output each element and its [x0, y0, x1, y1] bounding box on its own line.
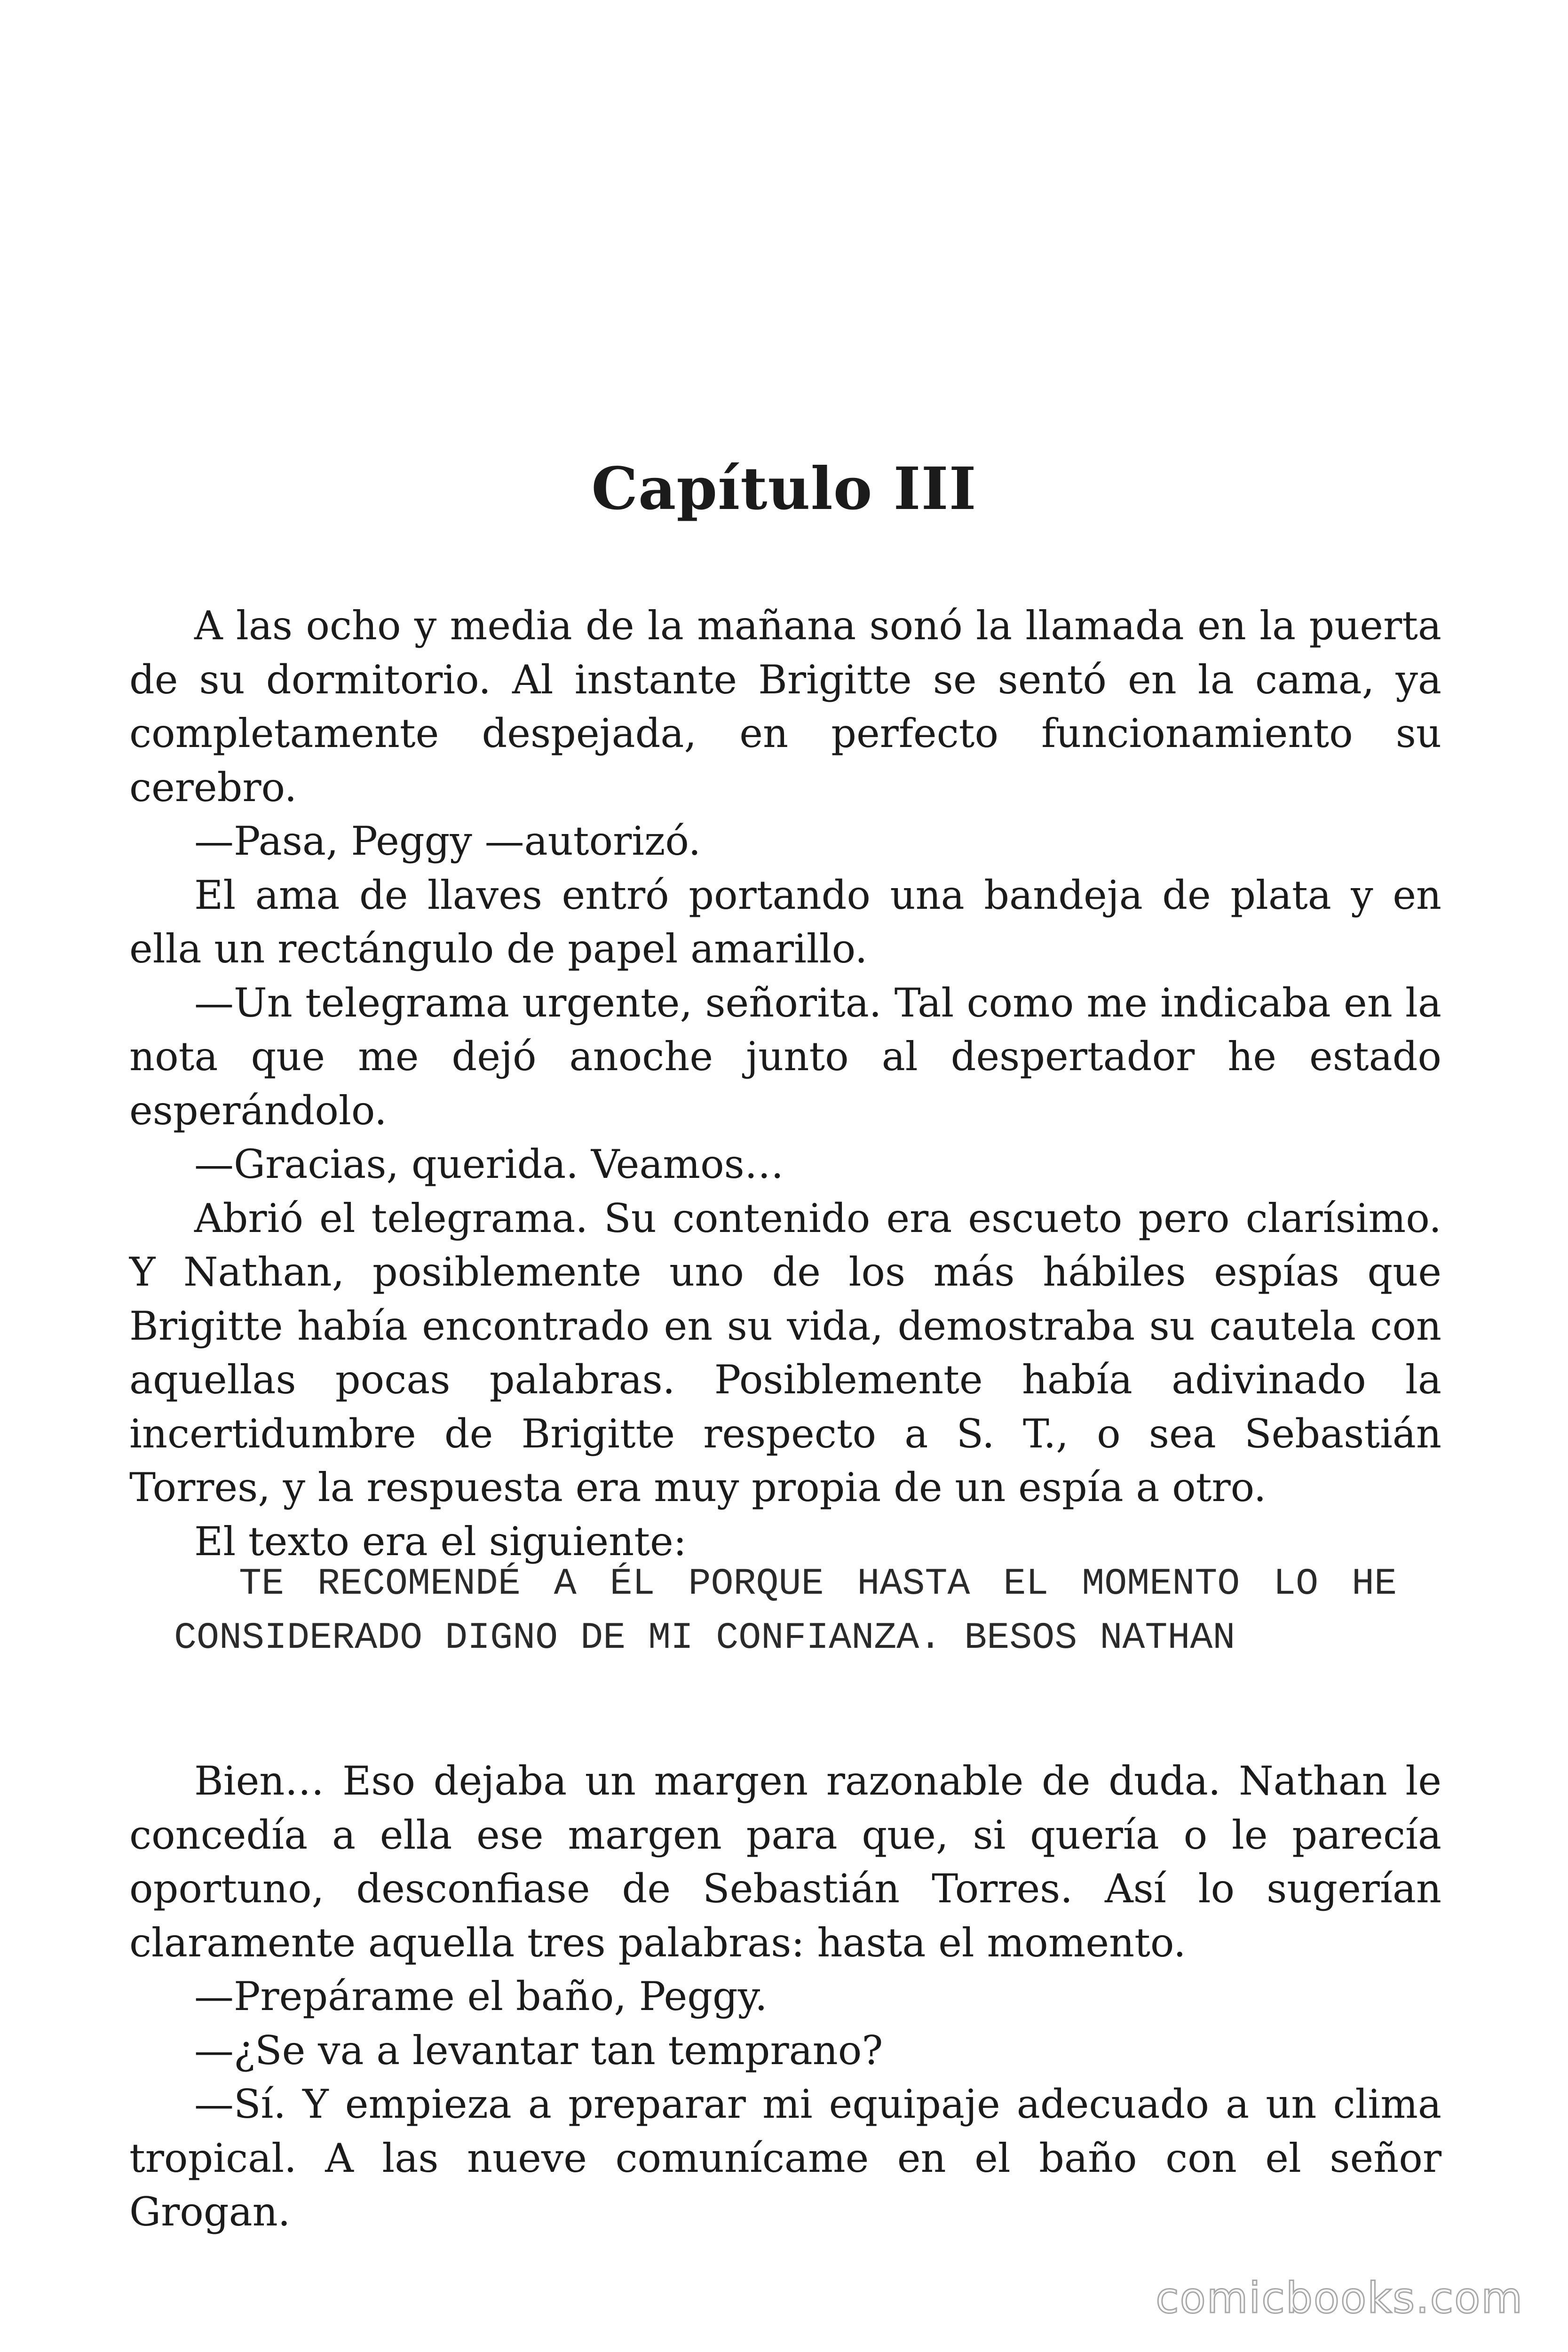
- telegram-block: [174, 1557, 1397, 1665]
- chapter-title: Capítulo III: [591, 455, 977, 523]
- paragraph: —Prepárame el baño, Peggy.: [194, 1973, 768, 2019]
- paragraph: Bien… Eso dejaba un margen razonable de duda. Nathan le concedía a ella ese margen para que, si quería o le parecía oportuno, desconfiase de Sebastián Torres. Así lo sugerían claramente aquella tres palabras: hasta el momento.: [129, 1758, 1441, 1966]
- paragraph: Abrió el telegrama. Su contenido era escueto pero clarísimo. Y Nathan, posiblemente uno de los más hábiles espías que Brigitte había encontrado en su vida, demostraba su cautela con aquellas pocas palabras. Posiblemente había adivinado la incertidumbre de Brigitte respecto a S. T., o sea Sebastián Torres, y la respuesta era muy propia de un espía a otro.: [129, 1195, 1441, 1510]
- paragraph: A las ocho y media de la mañana sonó la llamada en la puerta de su dormitorio. Al instante Brigitte se sentó en la cama, ya completamente despejada, en perfecto funcionamiento su cerebro.: [129, 603, 1441, 810]
- paragraph: El texto era el siguiente:: [194, 1518, 687, 1565]
- paragraph: —Gracias, querida. Veamos…: [194, 1141, 784, 1187]
- watermark-logo: comicbooks.com: [1156, 2273, 1523, 2323]
- text-block-part1: [129, 599, 1441, 1568]
- paragraph: —Un telegrama urgente, señorita. Tal como me indicaba en la nota que me dejó anoche junto al despertador he estado esperándolo.: [129, 979, 1441, 1134]
- paragraph: —¿Se va a levantar tan temprano?: [194, 2027, 883, 2074]
- paragraph: —Sí. Y empieza a preparar mi equipaje adecuado a un clima tropical. A las nueve comunícame en el baño con el señor Grogan.: [129, 2081, 1441, 2235]
- paragraph: —Pasa, Peggy —autorizó.: [194, 818, 701, 864]
- paragraph: El ama de llaves entró portando una bandeja de plata y en ella un rectángulo de papel amarillo.: [129, 872, 1441, 972]
- telegram-text: TE RECOMENDÉ A ÉL PORQUE HASTA EL MOMENTO LO HE CONSIDERADO DIGNO DE MI CONFIANZA. BESOS NATHAN: [174, 1563, 1397, 1660]
- text-block-part2: [129, 1754, 1441, 2239]
